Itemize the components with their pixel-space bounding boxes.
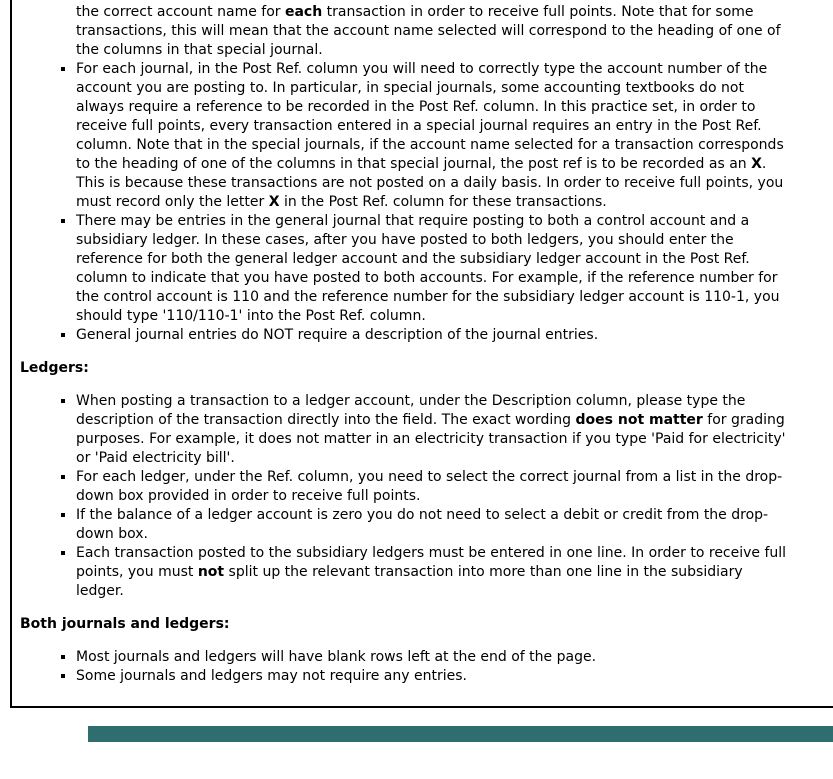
list-item: ▪ Most journals and ledgers will have blank rows left at the end of the page.	[76, 648, 789, 667]
content-sections	[20, 3, 789, 686]
emphasized-text: does not matter	[575, 412, 703, 428]
bullet-list	[20, 648, 789, 686]
list-item: ▪ If the balance of a ledger account is zero you do not need to select a debit or credit from the drop-down box.	[76, 506, 789, 544]
section-heading: Both journals and ledgers:	[20, 616, 230, 632]
list-item: ▪ General journal entries do NOT require a description of the journal entries.	[76, 326, 789, 345]
list-item: ▪ For each ledger, under the Ref. column, you need to select the correct journal from a list in the drop-down box provided in order to receive full points.	[76, 468, 789, 506]
bullet-list	[20, 3, 789, 345]
emphasized-text: not	[197, 564, 225, 580]
list-item: ▪ Some journals and ledgers may not require any entries.	[76, 667, 789, 686]
instructions-panel	[10, 0, 833, 708]
list-item: ▪ Each transaction posted to the subsidiary ledgers must be entered in one line. In order to receive full points, you must not split up the relevant transaction into more than one line in the subsidiary ledger.	[76, 544, 789, 601]
footer-bar	[88, 726, 833, 742]
list-item: ▪ For each journal, in the Post Ref. column you will need to correctly type the account number of the account you are posting to. In particular, in special journals, some accounting textbooks do not always require a reference to be recorded in the Post Ref. column. In this practice set, in order to receive full points, every transaction entered in a special journal requires an entry in the Post Ref. column. Note that in the special journals, if the account name selected for a transaction corresponds to the heading of one of the columns in that special journal, the post ref is to be recorded as an X. This is because these transactions are not posted on a daily basis. In order to receive full points, you must record only the letter X in the Post Ref. column for these transactions.	[76, 60, 789, 212]
emphasized-text: X	[751, 156, 762, 172]
list-item: ▪ There may be entries in the general journal that require posting to both a control account and a subsidiary ledger. In these cases, after you have posted to both ledgers, you should enter the reference for both the general ledger account and the subsidiary ledger account in the Post Ref. column to indicate that you have posted to both accounts. For example, if the reference number for the control account is 110 and the reference number for the subsidiary ledger account is 110-1, you should type '110/110-1' into the Post Ref. column.	[76, 212, 789, 326]
emphasized-text: each	[284, 4, 323, 20]
section-heading: Ledgers:	[20, 360, 89, 376]
emphasized-text: X	[268, 194, 280, 210]
list-item: the correct account name for each transaction in order to receive full points. Note that for some transactions, this will mean that the account name selected will correspond to the heading of one of the columns in that special journal.	[76, 4, 781, 58]
list-item: ▪ When posting a transaction to a ledger account, under the Description column, please type the description of the transaction directly into the field. The exact wording does not matter for grading purposes. For example, it does not matter in an electricity transaction if you type 'Paid for electricity' or 'Paid electricity bill'.	[76, 392, 789, 468]
bullet-list	[20, 392, 789, 601]
